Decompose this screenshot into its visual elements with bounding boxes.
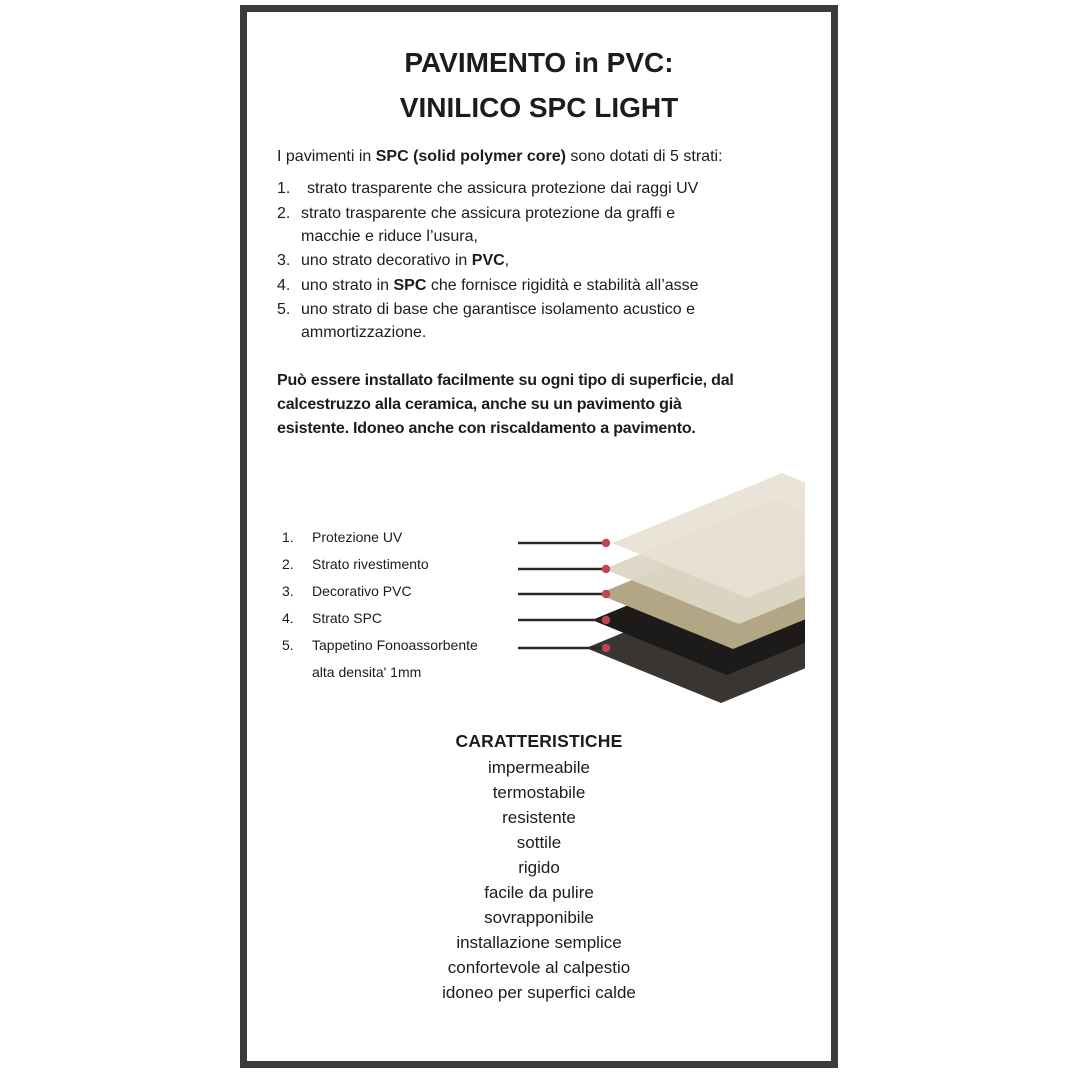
- caratteristiche-item: sottile: [516, 833, 562, 852]
- diagram-label-number: 5.: [282, 637, 294, 653]
- text-segment: strato trasparente che assicura protezione dai raggi UV: [307, 180, 699, 197]
- diagram-label-number: 1.: [282, 529, 294, 545]
- caratteristiche-item: resistente: [502, 808, 576, 827]
- text-segment: strato trasparente che assicura protezione da graffi e: [301, 204, 676, 222]
- text-segment: ,: [504, 252, 510, 269]
- caratteristiche-item: idoneo per superfici calde: [442, 983, 636, 1002]
- list-item-text: [301, 274, 699, 297]
- list-item-text: [301, 177, 698, 200]
- text-segment: macchie e riduce l’usura,: [301, 227, 478, 245]
- strati-list-item: [277, 298, 822, 344]
- text-segment: PVC: [471, 252, 505, 269]
- caratteristiche-item: termostabile: [492, 783, 586, 802]
- diagram-label-subtext: alta densita' 1mm: [312, 664, 422, 680]
- list-item-number: 5.: [277, 301, 291, 318]
- list-item-line: [301, 321, 695, 344]
- text-segment: che fornisce rigidità e stabilità all’asse: [426, 276, 699, 294]
- text-segment: uno strato decorativo in: [301, 252, 472, 269]
- list-item-number: 1.: [277, 180, 291, 197]
- strati-list-item: [277, 177, 822, 200]
- leader-dot-2: [602, 565, 610, 573]
- leader-dots: [602, 539, 610, 652]
- caratteristiche-item: confortevole al calpestio: [447, 958, 631, 977]
- diagram-label-row: [282, 529, 478, 556]
- list-item-number: 3.: [277, 252, 291, 269]
- diagram-label-text: Tappetino Fonoassorbente: [312, 637, 478, 653]
- strati-list-item: [277, 249, 822, 272]
- caratteristiche-heading: CARATTERISTICHE: [455, 731, 623, 751]
- leader-dot-1: [602, 539, 610, 547]
- diagram-label-text: Protezione UV: [312, 529, 403, 545]
- list-item-line: [301, 202, 675, 225]
- list-item-number: 2.: [277, 204, 291, 222]
- text-segment: SPC (solid polymer core): [375, 148, 566, 165]
- leader-lines: [518, 543, 604, 648]
- list-item-line: [301, 274, 699, 297]
- leader-dot-5: [602, 644, 610, 652]
- diagram-label-row: [282, 556, 478, 583]
- diagram-label-number: 2.: [282, 556, 294, 572]
- leader-dot-4: [602, 616, 610, 624]
- diagram-label-row: [282, 610, 478, 637]
- document-frame: [240, 5, 838, 1068]
- strati-list: [277, 177, 822, 346]
- text-segment: I pavimenti in: [277, 148, 376, 165]
- text-segment: ammortizzazione.: [301, 324, 427, 341]
- list-item-line: [301, 177, 698, 200]
- diagram-label-subrow: [282, 664, 478, 691]
- list-item-text: [301, 298, 695, 344]
- strati-list-item: [277, 202, 822, 248]
- diagram-label-row: [282, 583, 478, 610]
- list-item-line: [301, 225, 675, 248]
- caratteristiche-section: [247, 731, 831, 1005]
- list-item-text: [301, 249, 509, 272]
- list-item-text: [301, 202, 675, 248]
- text-segment: uno strato di base che garantisce isolamento acustico e: [301, 301, 696, 318]
- diagram-label-text: Strato SPC: [312, 610, 383, 626]
- layer-polygons: [586, 473, 805, 703]
- caratteristiche-item: sovrapponibile: [484, 908, 594, 927]
- caratteristiche-list: [247, 755, 831, 1005]
- diagram-label-text: Decorativo PVC: [312, 583, 412, 599]
- strati-list-item: [277, 274, 822, 297]
- page-title-line-1: PAVIMENTO in PVC:: [404, 47, 674, 78]
- diagram-labels: [282, 529, 478, 691]
- caratteristiche-item: impermeabile: [487, 758, 591, 777]
- text-segment: sono dotati di 5 strati:: [565, 148, 723, 165]
- list-item-number: 4.: [277, 276, 291, 294]
- list-item-line: [301, 298, 695, 321]
- install-note: [277, 369, 734, 441]
- layer-stack-illustration: [505, 458, 805, 716]
- layer-stack-svg: [505, 458, 805, 716]
- install-note-line: Può essere installato facilmente su ogni tipo di superficie, dal: [277, 372, 734, 389]
- intro-text: [277, 148, 723, 166]
- page-title: [247, 40, 831, 130]
- text-segment: SPC: [393, 276, 427, 294]
- list-item-line: [301, 249, 509, 272]
- caratteristiche-item: facile da pulire: [484, 883, 594, 902]
- diagram-label-row: [282, 637, 478, 664]
- caratteristiche-item: installazione semplice: [456, 933, 622, 952]
- caratteristiche-item: rigido: [518, 858, 560, 877]
- page-title-line-2: VINILICO SPC LIGHT: [399, 92, 679, 123]
- install-note-line: esistente. Idoneo anche con riscaldamento a pavimento.: [277, 420, 696, 437]
- diagram-label-text: Strato rivestimento: [312, 556, 429, 572]
- diagram-label-number: 3.: [282, 583, 294, 599]
- install-note-line: calcestruzzo alla ceramica, anche su un pavimento già: [277, 396, 682, 413]
- diagram-label-number: 4.: [282, 610, 294, 626]
- leader-dot-3: [602, 590, 610, 598]
- text-segment: uno strato in: [301, 276, 394, 294]
